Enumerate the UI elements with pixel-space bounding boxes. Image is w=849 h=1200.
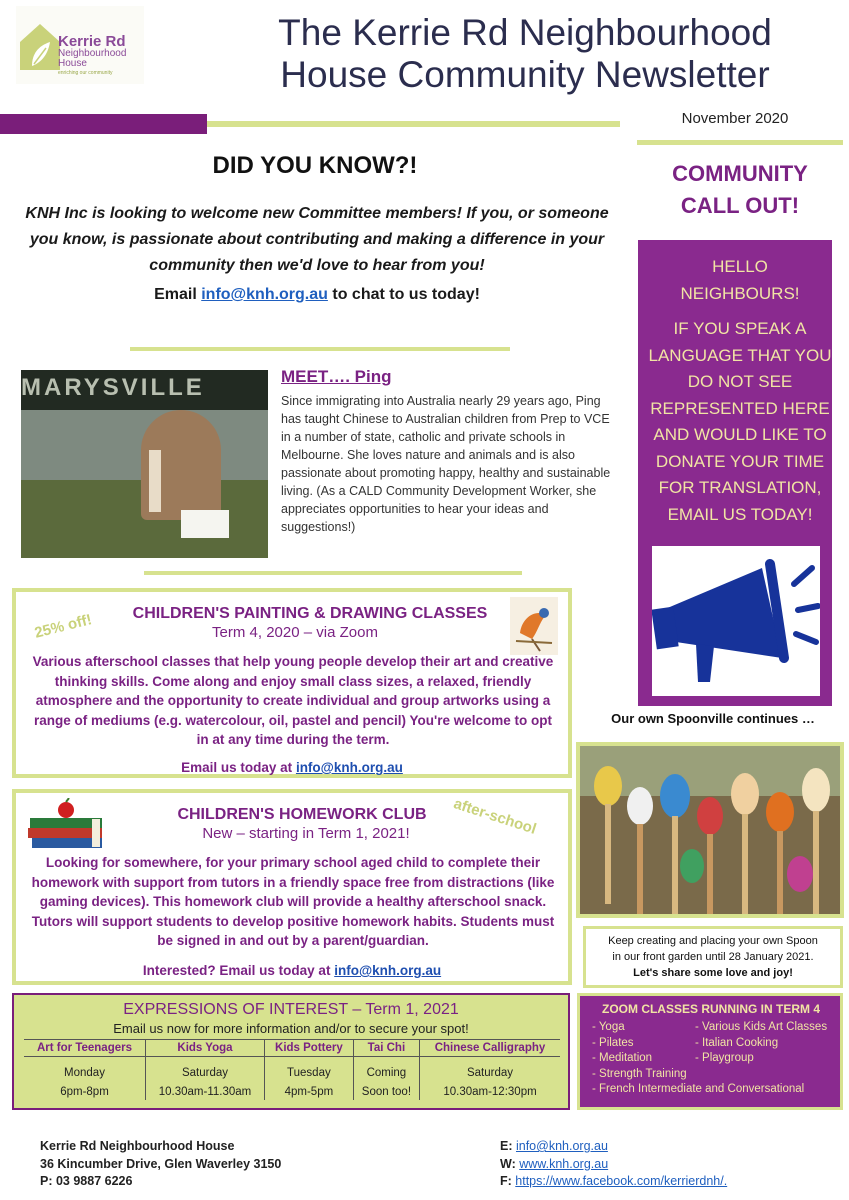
eoi-subtitle: Email us now for more information and/or to secure your spot! <box>113 1021 469 1036</box>
eoi-class-time: 10.30am-12:30pm <box>420 1081 561 1100</box>
eoi-class-day: Coming <box>353 1057 419 1082</box>
eoi-class-time: 10.30am-11.30am <box>145 1081 264 1100</box>
divider-green-low <box>144 571 522 575</box>
zoom-class-item: - Various Kids Art Classes <box>695 1021 828 1033</box>
meet-title: MEET…. Ping <box>281 367 392 386</box>
zoom-class-item: - Pilates <box>592 1036 634 1049</box>
issue-date: November 2020 <box>681 110 789 127</box>
callout-message: IF YOU SPEAK A LANGUAGE THAT YOU DO NOT SEE REPRESENTED HERE AND WOULD LIKE TO DONATE YOUR TIME FOR TRANSLATION, EMAIL US TODAY! <box>648 319 832 524</box>
discount-badge: 25% off! <box>32 611 94 642</box>
after-school-badge: after-school <box>451 795 539 838</box>
logo-text <box>58 34 126 76</box>
caption-line-2: in our front garden until 28 January 2021. <box>612 951 814 963</box>
footer-org: Kerrie Rd Neighbourhood House <box>40 1139 235 1153</box>
eoi-class-name: Kids Yoga <box>145 1040 264 1057</box>
eoi-class-time: 6pm-8pm <box>60 1086 109 1098</box>
footer-web-link[interactable]: www.knh.org.au <box>519 1156 609 1171</box>
spoonville-label: Our own Spoonville continues … <box>611 711 815 726</box>
megaphone-icon <box>652 546 820 696</box>
painting-class-title: CHILDREN'S PAINTING & DRAWING CLASSES <box>132 605 488 622</box>
divider-green-right <box>637 140 843 145</box>
newsletter-title <box>232 12 818 96</box>
painting-class-body: Various afterschool classes that help young people develop their art and creative thinking skills. Come along and enjoy small class sizes, a relaxed, friendly atmosphere and the opportunity to create individual and group artworks using a range of mediums (e.g. watercolour, oil, pastel and pencil) You're welcome to opt in at any time during the term. <box>32 654 554 747</box>
community-callout-title <box>640 158 840 222</box>
eoi-class-day: Monday <box>64 1067 105 1079</box>
email-prefix: Email <box>154 286 202 303</box>
divider-green-mid <box>130 347 510 351</box>
zoom-class-item: - French Intermediate and Conversational <box>592 1083 805 1096</box>
meet-body: Since immigrating into Australia nearly 29 years ago, Ping has taught Chinese to Australian children from Prep to VCE in a number of state, catholic and private schools in Melbourne. She loves nature and animals and is also passionate about promoting happy, healthy and sustainable living. (As a CALD Community Development Worker, she appreciates opportunities to hear your ideas and suggestions!) <box>281 394 611 534</box>
footer-fb-link[interactable]: https://www.facebook.com/kerrierdnh/. <box>515 1174 728 1188</box>
callout-greeting-1: HELLO <box>712 257 768 276</box>
zoom-class-item: - Italian Cooking <box>695 1036 779 1049</box>
footer-street: 36 Kincumber Drive, Glen Waverley 3150 <box>40 1156 282 1171</box>
zoom-class-item: - Yoga <box>592 1021 625 1033</box>
photo-sign-text: MARYSVILLE <box>21 374 205 401</box>
community-callout-text <box>640 254 840 528</box>
callout-title-line-2: CALL OUT! <box>680 193 800 218</box>
eoi-table <box>24 1039 560 1100</box>
homework-club-email-line <box>16 963 568 978</box>
email-link[interactable]: info@knh.org.au <box>201 286 328 303</box>
homework-email-link[interactable]: info@knh.org.au <box>334 963 442 978</box>
logo-line-3: House <box>58 58 87 69</box>
footer-email-label: E: <box>500 1139 516 1153</box>
eoi-day-row <box>24 1057 560 1082</box>
logo-line-1: Kerrie Rd <box>58 33 126 50</box>
did-you-know-body: KNH Inc is looking to welcome new Committee members! If you, or someone you know, is passionate about contributing and making a difference in your community then we'd love to hear from you! <box>25 205 609 274</box>
eoi-header-row <box>24 1040 560 1057</box>
email-suffix: to chat to us today! <box>327 286 480 303</box>
footer-email-link[interactable]: info@knh.org.au <box>515 1139 608 1153</box>
did-you-know-heading: DID YOU KNOW?! <box>212 152 418 179</box>
caption-line-3: Let's share some love and joy! <box>633 967 793 979</box>
title-line-1: The Kerrie Rd Neighbourhood <box>278 12 772 53</box>
megaphone-image <box>652 546 820 696</box>
eoi-class-time: 4pm-5pm <box>264 1081 353 1100</box>
painting-class-email-line <box>16 760 568 775</box>
eoi-title: EXPRESSIONS OF INTEREST – Term 1, 2021 <box>123 1001 459 1018</box>
logo-line-2: Neighbourhood <box>58 48 127 59</box>
painting-email-link[interactable]: info@knh.org.au <box>295 760 403 775</box>
painting-class-subtitle: Term 4, 2020 – via Zoom <box>212 624 378 641</box>
eoi-class-day: Saturday <box>145 1057 264 1082</box>
caption-line-1: Keep creating and placing your own Spoon <box>608 935 818 947</box>
ping-photo <box>21 370 268 558</box>
homework-club-body: Looking for somewhere, for your primary school aged child to complete their homework with support from tutors in a friendly space free from distractions (like gaming devices). This homework club will provide a healthy afterschool snack. Tutors will support students to develop positive homework habits. Students must be signed in and out by a parent/guardian. <box>31 855 555 948</box>
callout-title-line-1: COMMUNITY <box>672 161 808 186</box>
painted-spoons-icon <box>580 746 840 914</box>
zoom-classes-title: ZOOM CLASSES RUNNING IN TERM 4 <box>601 1002 820 1016</box>
homework-email-prefix: Interested? Email us today at <box>142 963 335 978</box>
footer-web-label: W: <box>500 1156 520 1171</box>
footer-address <box>40 1138 281 1191</box>
spoonville-photo <box>576 742 844 918</box>
zoom-class-item: - Playgroup <box>695 1052 754 1065</box>
eoi-class-day: Saturday <box>420 1057 561 1082</box>
footer-fb-label: F: <box>500 1174 516 1188</box>
callout-greeting-2: NEIGHBOURS! <box>680 283 800 303</box>
zoom-class-item: - Meditation <box>592 1052 653 1065</box>
painting-email-prefix: Email us today at <box>181 760 296 775</box>
eoi-time-row <box>24 1081 560 1100</box>
logo-tagline: enriching our community <box>58 70 113 76</box>
divider-purple <box>0 114 207 134</box>
house-leaf-icon <box>18 20 62 72</box>
eoi-class-name: Chinese Calligraphy <box>420 1040 561 1057</box>
homework-club-title: CHILDREN'S HOMEWORK CLUB <box>177 806 427 823</box>
footer-contacts <box>500 1138 727 1191</box>
eoi-class-day: Tuesday <box>264 1057 353 1082</box>
homework-club-subtitle: New – starting in Term 1, 2021! <box>202 825 410 842</box>
zoom-classes-col2 <box>695 1020 841 1067</box>
eoi-class-name: Kids Pottery <box>264 1040 353 1057</box>
eoi-class-name: Art for Teenagers <box>24 1040 145 1057</box>
eoi-class-time: Soon too! <box>353 1081 419 1100</box>
zoom-class-item: - Strength Training <box>592 1067 687 1080</box>
eoi-class-name: Tai Chi <box>353 1040 419 1057</box>
divider-green <box>206 121 620 127</box>
did-you-know-email-line <box>18 286 616 304</box>
title-line-2: House Community Newsletter <box>280 54 770 95</box>
footer-phone: P: 03 9887 6226 <box>40 1174 133 1188</box>
spoonville-caption <box>586 933 840 981</box>
